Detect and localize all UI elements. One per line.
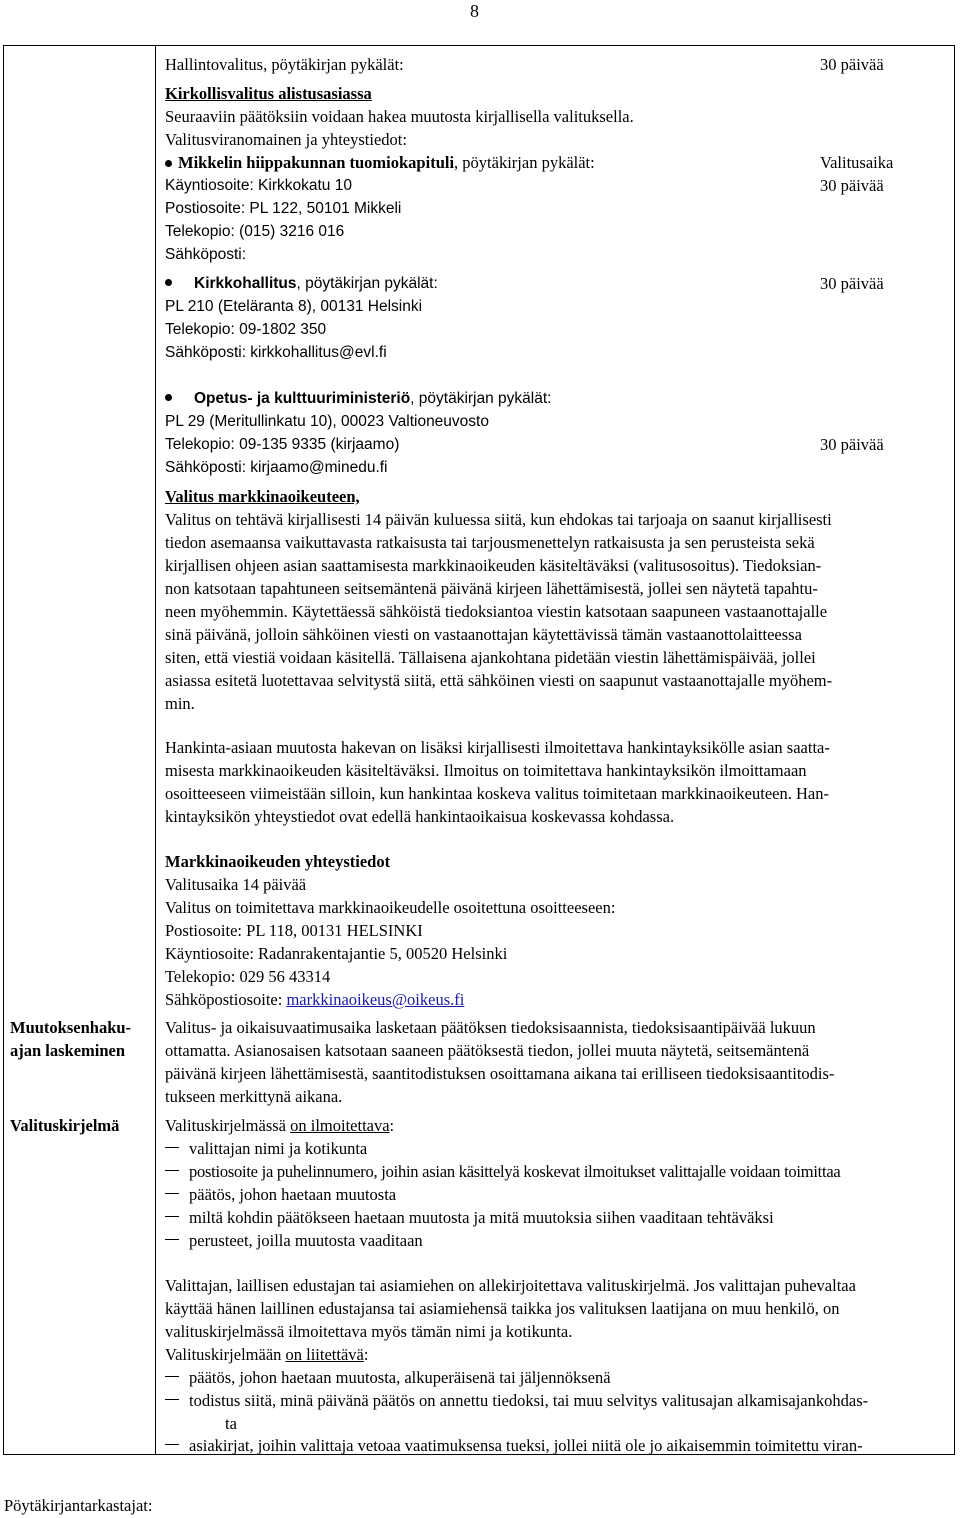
list-item: [165, 1183, 396, 1206]
text-line: neen myöhemmin. Käytettäessä sähköistä tiedoksiantoa viestin katsotaan saapuneen vastaanottajalle: [165, 602, 828, 621]
markkina-post: Postiosoite: PL 118, 00131 HELSINKI: [165, 921, 423, 940]
list-item-text: päätös, johon haetaan muutosta: [189, 1185, 397, 1204]
markkina-email-line: [165, 988, 464, 1011]
markkina-fax: Telekopio: 029 56 43314: [165, 967, 331, 986]
markkina-paragraph-2: [165, 736, 945, 828]
dash-icon: [165, 1239, 179, 1240]
markkina-contact-heading: Markkinaoikeuden yhteystiedot: [165, 852, 391, 871]
attachment-text: asiakirjat, joihin valittaja vetoaa vaatimuksensa tueksi, jollei niitä ole jo aikaisemmin toimitettu viran-: [189, 1436, 863, 1455]
tuomiokapituli-deadline-label: Valitusaika: [820, 153, 894, 172]
tuomiokapituli-email: Sähköposti:: [165, 246, 246, 263]
ministerio-name: Opetus- ja kulttuuriministeriö: [194, 390, 411, 407]
attachment-item: [165, 1389, 868, 1412]
list-item-text: postiosoite ja puhelinnumero, joihin asian käsittelyä koskevat ilmoitukset valittajalle voidaan toimittaa: [189, 1162, 841, 1181]
bullet-icon: [165, 394, 172, 401]
tuomiokapituli-address: Käyntiosoite: Kirkkokatu 10: [165, 177, 352, 194]
list-item-text: perusteet, joilla muutosta vaaditaan: [189, 1231, 423, 1250]
tuomiokapituli-days: 30 päivää: [820, 176, 884, 195]
side-label-line: ajan laskeminen: [10, 1041, 126, 1060]
tuomiokapituli-line: [165, 151, 595, 174]
ministerio-address: PL 29 (Meritullinkatu 10), 00023 Valtioneuvosto: [165, 413, 489, 430]
text-line: ottamatta. Asianosaisen katsotaan saaneen päätöksestä tiedon, jollei muuta näytetä, seitsemäntenä: [165, 1041, 810, 1060]
attach-underlined: on liitettävä: [285, 1345, 364, 1364]
markkina-heading: Valitus markkinaoikeuteen,: [165, 487, 360, 506]
ministerio-days: 30 päivää: [820, 435, 884, 454]
hallinto-days: 30 päivää: [820, 55, 884, 74]
text-line: Valitus- ja oikaisuvaatimusaika lasketaan päätöksen tiedoksisaannista, tiedoksisaantipäivää lukuun: [165, 1018, 816, 1037]
laskeminen-side-label: [10, 1016, 150, 1062]
tuomiokapituli-post: Postiosoite: PL 122, 50101 Mikkeli: [165, 200, 402, 217]
tuomiokapituli-name: Mikkelin hiippakunnan tuomiokapituli: [178, 153, 455, 172]
list-item: [165, 1229, 423, 1252]
text-line: tukseen merkittynä aikana.: [165, 1087, 343, 1106]
text-line: käyttää hänen laillinen edustajansa tai asiamiehensä taikka jos valituksen laatijana on muu henkilö, on: [165, 1299, 840, 1318]
text-line: non katsotaan tapahtuneen seitsemäntenä päivänä kirjeen lähettämisestä, jollei sen näytetä tapahtu-: [165, 579, 818, 598]
bullet-icon: [165, 160, 172, 167]
attachment-text: päätös, johon haetaan muutosta, alkuperäisenä tai jäljennöksenä: [189, 1368, 611, 1387]
footer-label: Pöytäkirjantarkastajat:: [4, 1496, 153, 1515]
attach-prefix: Valituskirjelmään: [165, 1345, 286, 1364]
kirkkohallitus-address: PL 210 (Eteläranta 8), 00131 Helsinki: [165, 298, 423, 315]
ministerio-fax: Telekopio: 09-135 9335 (kirjaamo): [165, 436, 400, 453]
list-item-text: valittajan nimi ja kotikunta: [189, 1139, 368, 1158]
list-item-text: miltä kohdin päätökseen haetaan muutosta ja mitä muutoksia siihen vaaditaan tehtäväksi: [189, 1208, 774, 1227]
intro-underlined: on ilmoitettava: [290, 1116, 390, 1135]
page-number: 8: [470, 1, 479, 21]
markkina-email-label: Sähköpostiosoite:: [165, 990, 287, 1009]
attachment-text: todistus siitä, minä päivänä päätös on annettu tiedoksi, tai muu selvitys valitusajan alkamisajankohdas-: [189, 1391, 869, 1410]
column-divider: [155, 45, 156, 1455]
kirkkohallitus-line: [165, 272, 438, 295]
intro-suffix: :: [389, 1116, 395, 1135]
list-item: [165, 1137, 367, 1160]
text-line: siten, että viestiä voidaan käsitellä. Tällaisena ajankohtana pidetään viestin lähettämispäivää, jollei: [165, 648, 816, 667]
authority-heading: Valitusviranomainen ja yhteystiedot:: [165, 130, 407, 149]
dash-icon: [165, 1147, 179, 1148]
text-line: tiedon asemaansa vaikuttavasta ratkaisusta tai tarjousmenettelyn ratkaisusta ja sen perusteista sekä: [165, 533, 815, 552]
valituskirjelma-side-label: Valituskirjelmä: [10, 1116, 120, 1135]
text-line: Hankinta-asiaan muutosta hakevan on lisäksi kirjallisesti ilmoitettava hankintayksikölle asian saatta-: [165, 738, 830, 757]
kirkkohallitus-name: Kirkkohallitus: [194, 275, 297, 292]
kirkollis-heading: Kirkollisvalitus alistusasiassa: [165, 84, 372, 103]
ministerio-email: Sähköposti: kirjaamo@minedu.fi: [165, 459, 388, 476]
markkina-email-link[interactable]: markkinaoikeus@oikeus.fi: [286, 990, 465, 1009]
markkina-send-to: Valitus on toimitettava markkinaoikeudelle osoitettuna osoitteeseen:: [165, 898, 616, 917]
text-line: päivänä kirjeen lähettämisestä, saantitodistuksen osoittamana aikana tai erilliseen tiedoksisaantitodis-: [165, 1064, 835, 1083]
text-line: Valittajan, laillisen edustajan tai asiamiehen on allekirjoitettava valituskirjelmä. Jos valittajan puhevaltaa: [165, 1276, 856, 1295]
laskeminen-paragraph: [165, 1016, 945, 1108]
signature-paragraph: [165, 1274, 945, 1343]
intro-prefix: Valituskirjelmässä: [165, 1116, 291, 1135]
text-line: valituskirjelmässä ilmoitettava myös tämän nimi ja kotikunta.: [165, 1322, 573, 1341]
text-line: osoitteeseen viimeistään silloin, kun hankintaa koskeva valitus toimitetaan markkinaoikeuteen. Han-: [165, 784, 829, 803]
text-line: sinä päivänä, jolloin sähköinen viesti on vastaanottajan käytettävissä tämän vastaanottolaitteessa: [165, 625, 802, 644]
text-line: kirjallisen ohjeen asian saattamisesta markkinaoikeuden käsiteltäväksi (valitusosoitus). Tiedoksian-: [165, 556, 822, 575]
text-line: min.: [165, 694, 195, 713]
text-line: misesta markkinaoikeuden käsiteltäväksi. Ilmoitus on toimitettava hankintayksikön ilmoittamaan: [165, 761, 807, 780]
kirkkohallitus-email: Sähköposti: kirkkohallitus@evl.fi: [165, 344, 387, 361]
tuomiokapituli-fax: Telekopio: (015) 3216 016: [165, 223, 345, 240]
tuomiokapituli-suffix: , pöytäkirjan pykälät:: [454, 153, 595, 172]
attachment-item: [165, 1434, 863, 1457]
text-line: asiassa esitetä luotettavaa selvitystä siitä, että sähköinen viesti on saapunut vastaanottajalle myöhem-: [165, 671, 833, 690]
markkina-paragraph-1: [165, 508, 945, 715]
list-item: [165, 1160, 840, 1183]
markkina-visit: Käyntiosoite: Radanrakentajantie 5, 00520 Helsinki: [165, 944, 508, 963]
text-line: Valitus on tehtävä kirjallisesti 14 päivän kuluessa siitä, kun ehdokas tai tarjoaja on saanut kirjallisesti: [165, 510, 832, 529]
attachments-intro: [165, 1343, 368, 1366]
dash-icon: [165, 1216, 179, 1217]
dash-icon: [165, 1444, 179, 1445]
dash-icon: [165, 1170, 179, 1171]
attachment-text: ta: [225, 1414, 237, 1433]
ministerio-suffix: , pöytäkirjan pykälät:: [410, 390, 552, 407]
ministerio-line: [165, 387, 551, 410]
kirkkohallitus-fax: Telekopio: 09-1802 350: [165, 321, 327, 338]
attachment-item: [165, 1366, 611, 1389]
dash-icon: [165, 1376, 179, 1377]
dash-icon: [165, 1193, 179, 1194]
hallinto-label: Hallintovalitus, pöytäkirjan pykälät:: [165, 55, 404, 74]
valituskirjelma-intro: [165, 1114, 394, 1137]
attachment-item-continuation: [165, 1412, 237, 1435]
kirkollis-text: Seuraaviin päätöksiin voidaan hakea muutosta kirjallisella valituksella.: [165, 107, 634, 126]
kirkkohallitus-suffix: , pöytäkirjan pykälät:: [296, 275, 438, 292]
bullet-icon: [165, 279, 172, 286]
text-line: kintayksikön yhteystiedot ovat edellä hankintaoikaisua koskevassa kohdassa.: [165, 807, 675, 826]
markkina-deadline: Valitusaika 14 päivää: [165, 875, 307, 894]
dash-icon: [165, 1399, 179, 1400]
kirkkohallitus-days: 30 päivää: [820, 274, 884, 293]
attach-suffix: :: [363, 1345, 369, 1364]
list-item: [165, 1206, 774, 1229]
side-label-line: Muutoksenhaku-: [10, 1018, 132, 1037]
